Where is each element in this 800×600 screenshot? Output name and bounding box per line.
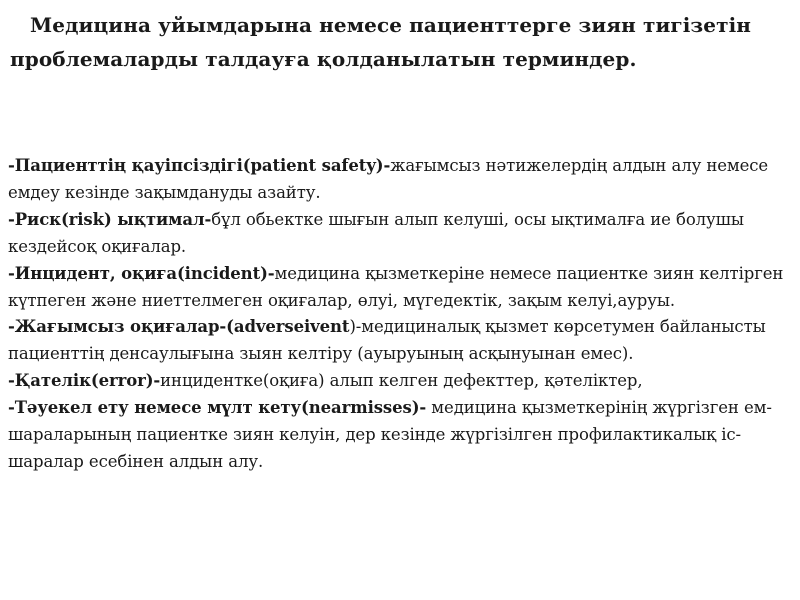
term-item-adverse-event [8, 314, 792, 368]
term-definition: инцидентке(оқиға) алып келген дефекттер, қәтеліктер, [160, 371, 643, 391]
slide-title-text: Медицина уйымдарына немесе пациенттерге зиян тигізетін проблемаларды талдауға қолданылатын терминдер. [10, 13, 752, 71]
term-item-patient-safety [8, 153, 792, 207]
term-item-error [8, 368, 792, 395]
slide-title [10, 8, 780, 76]
term-name: -Жағымсыз оқиғалар-(adverseivent [8, 317, 350, 337]
term-name: -Тәуекел ету немесе мүлт кету(nearmisses)- [8, 398, 427, 418]
term-definition: )-медициналық қызмет көрсетумен байланысты пациенттің денсаулығына зыян келтіру (ауыруының асқынуынан емес). [8, 317, 766, 364]
term-definition: жағымсыз нәтижелердің алдын алу немесе емдеу кезінде зақымдануды азайту. [8, 156, 769, 202]
term-item-risk [8, 207, 792, 261]
term-item-incident [8, 261, 792, 315]
term-definition: медицина қызметкеріне немесе пациентке зиян келтірген күтпеген және ниеттелмеген оқиғалар, өлуі, мүгедектік, зақым келуі,ауруы. [8, 263, 784, 310]
term-name: -Қателік(error)- [8, 371, 161, 391]
terms-list [8, 153, 792, 476]
term-item-near-miss [8, 395, 792, 476]
term-name: -Инцидент, оқиға(incident)- [8, 263, 275, 283]
term-name: -Пациенттің қауіпсіздігі(patient safety)- [8, 156, 391, 175]
term-definition: бұл обьектке шығын алып келуші, осы ықтималға ие болушы кездейсоқ оқиғалар. [8, 209, 744, 256]
term-name: -Риск(risk) ықтимал- [8, 209, 212, 229]
term-definition: медицина қызметкерінің жүргізген ем-шараларының пациентке зиян келуін, дер кезінде жүргізілген профилактикалық іс-шаралар есебінен алдын алу. [8, 398, 772, 471]
